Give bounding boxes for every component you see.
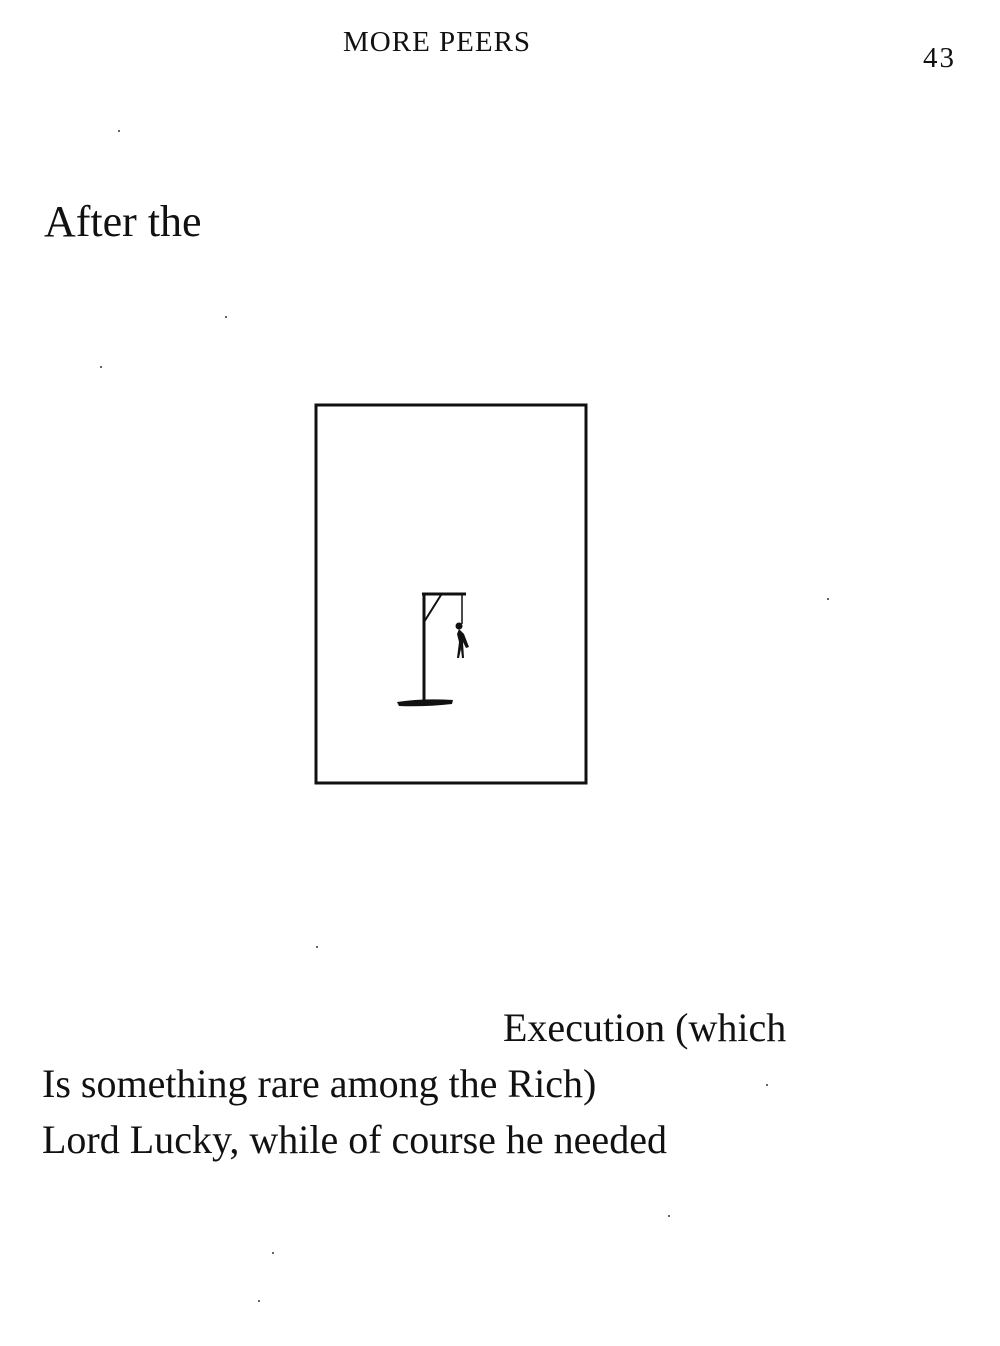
opening-line: After the	[44, 197, 202, 246]
hanged-figure-icon	[456, 623, 470, 659]
verse-line-1: Execution (which	[503, 1005, 787, 1050]
page-number: 43	[923, 42, 956, 74]
paper-speck	[766, 1084, 768, 1086]
paper-speck	[225, 316, 227, 318]
verse-line-2: Is something rare among the Rich)	[42, 1061, 597, 1106]
paper-speck	[118, 130, 120, 132]
verse-line-3: Lord Lucky, while of course he needed	[42, 1117, 667, 1162]
paper-speck	[272, 1252, 274, 1254]
paper-speck	[668, 1215, 670, 1217]
gallows-icon	[397, 593, 466, 706]
paper-speck	[258, 1300, 260, 1302]
paper-speck	[827, 598, 829, 600]
running-head: MORE PEERS	[343, 26, 532, 58]
paper-speck	[100, 366, 102, 368]
paper-speck	[316, 946, 318, 948]
gallows-illustration	[313, 402, 589, 788]
